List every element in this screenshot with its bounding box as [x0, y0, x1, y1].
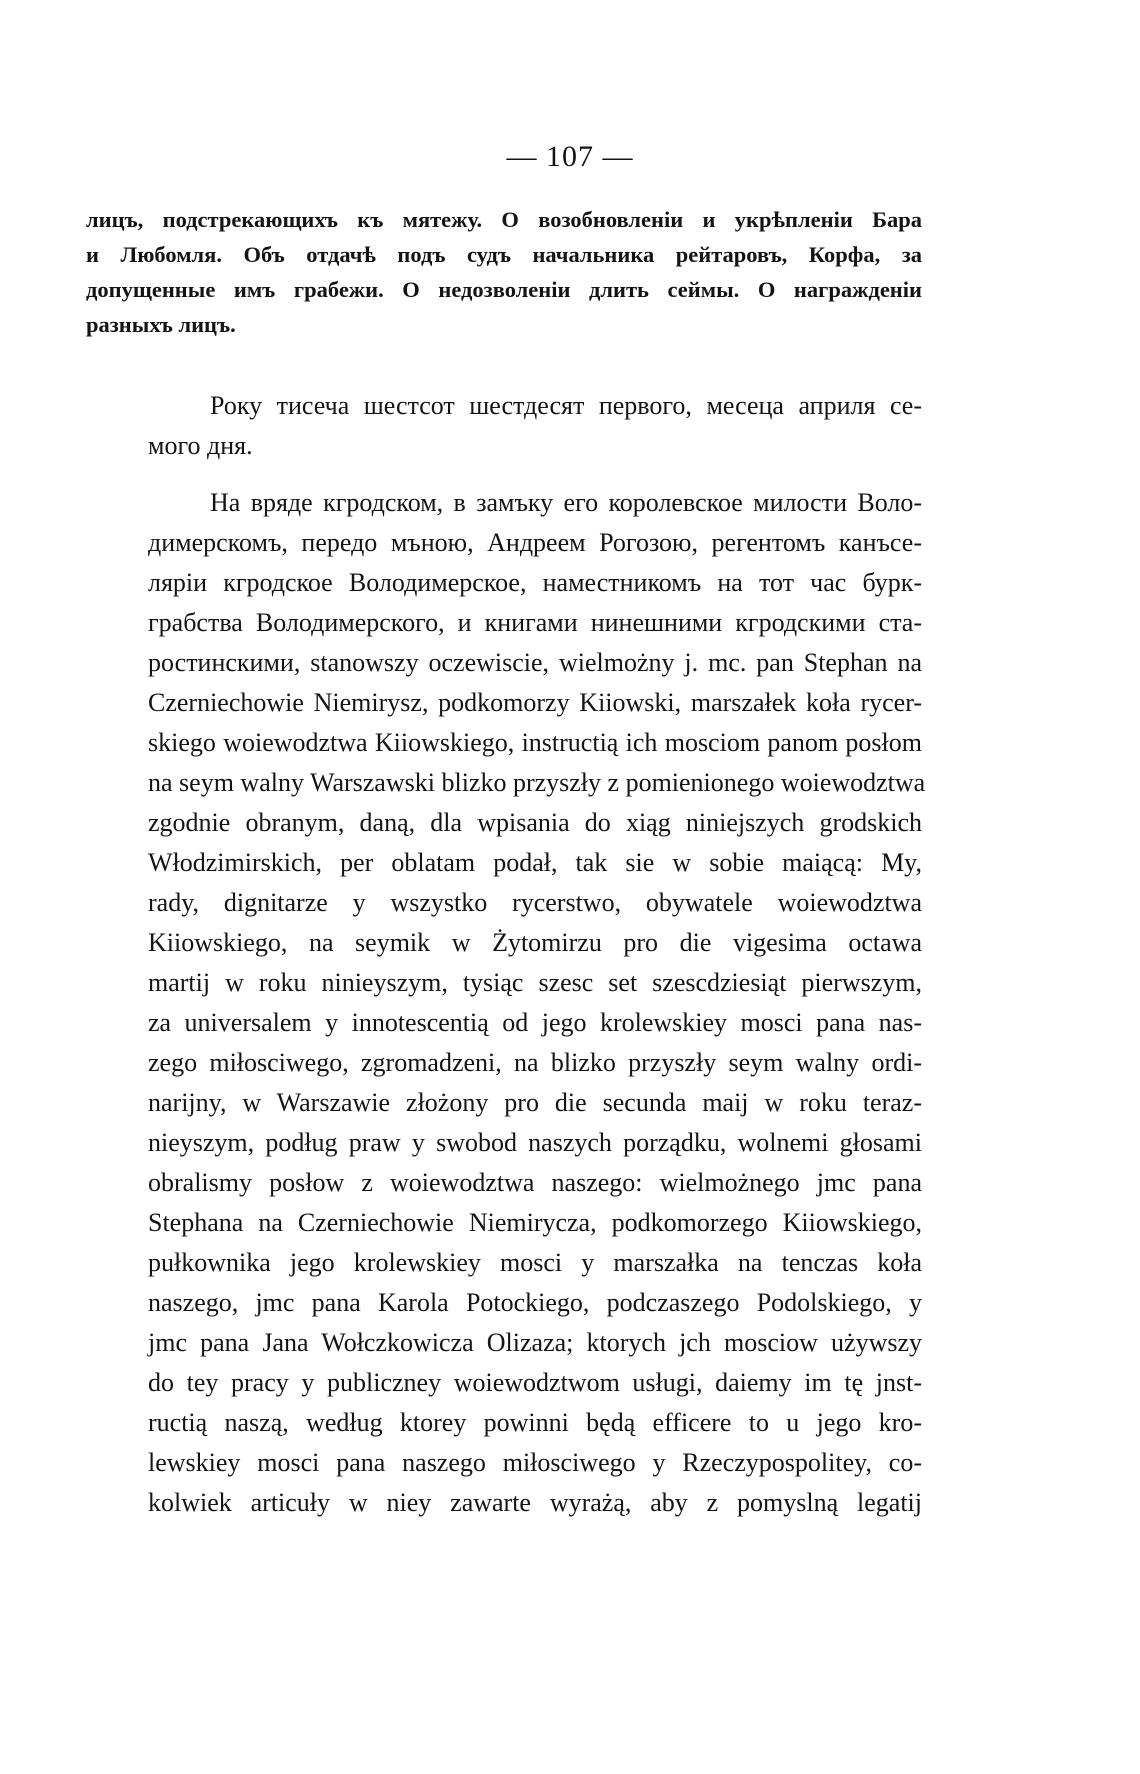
body-line: pułkownika jego krolewskiey mosci y marszałka na tenczas koła — [148, 1248, 922, 1277]
body-line: narijny, w Warszawie złożony pro die secunda maij w roku teraz- — [148, 1088, 922, 1117]
body-line: zgodnie obranym, daną, dla wpisania do xiąg niniejszych grodskich — [148, 808, 922, 837]
body-line: naszego, jmc pana Karola Potockiego, podczaszego Podolskiego, y — [148, 1288, 922, 1317]
body-line: Stephana na Czerniechowie Niemirycza, podkomorzego Kiiowskiego, — [148, 1208, 922, 1237]
body-line: Włodzimirskich, per oblatam podał, tak sie w sobie maiącą: My, — [148, 848, 922, 877]
summary-line: лицъ, подстрекающихъ къ мятежу. О возобновленіи и укрѣпленіи Бара — [86, 207, 922, 232]
body-line: martij w roku ninieyszym, tysiąc szesc set szescdziesiąt pierwszym, — [148, 968, 922, 997]
body-paragraph — [86, 483, 926, 1523]
summary-line: и Любомля. Объ отдачѣ подъ судъ начальника рейтаровъ, Корфа, за — [86, 242, 922, 267]
body-line: na seym walny Warszawski blizko przyszły z pomienionego woiewodztwa — [148, 768, 926, 797]
summary-paragraph — [86, 202, 922, 342]
body-line: skiego woiewodztwa Kiiowskiego, instructią ich mosciom panom posłom — [148, 728, 922, 757]
body-line: ructią naszą, według ktorey powinni będą efficere to u jego kro- — [148, 1408, 922, 1437]
body-line: грабства Володимерского, и книгами нинешними кгродскими ста- — [148, 608, 922, 637]
page-number: — 107 — — [506, 140, 634, 173]
body-line: za universalem y innotescentią od jego krolewskiey mosci pana nas- — [148, 1008, 922, 1037]
body-line: ростинскими, stanowszy oczewiscie, wielmożny j. mc. pan Stephan na — [148, 648, 922, 677]
body-line: ляріи кгродское Володимерское, наместникомъ на тот час бурк- — [148, 568, 922, 597]
body-line: lewskiey mosci pana naszego miłosciwego y Rzeczypospolitey, co- — [148, 1448, 922, 1477]
body-line: zego miłosciwego, zgromadzeni, na blizko przyszły seym walny ordi- — [148, 1048, 922, 1077]
date-paragraph — [86, 386, 922, 466]
body-line: nieyszym, podług praw y swobod naszych porządku, wolnemi głosami — [148, 1128, 922, 1157]
body-line: Czerniechowie Niemirysz, podkomorzy Kiiowski, marszałek koła rycer- — [148, 688, 922, 717]
body-line: do tey pracy y publiczney woiewodztwom usługi, daiemy im tę jnst- — [148, 1368, 922, 1397]
summary-line: разныхъ лицъ. — [86, 312, 236, 337]
body-line: kolwiek articuły w niey zawarte wyrażą, aby z pomyslną legatij — [148, 1488, 922, 1517]
body-line: jmc pana Jana Wołczkowicza Olizaza; ktorych jch mosciow używszy — [148, 1328, 922, 1357]
date-line: мого дня. — [148, 431, 253, 460]
body-line: На вряде кгродском, в замъку его королевское милости Воло- — [210, 488, 922, 517]
summary-line: допущенные имъ грабежи. О недозволеніи длить сеймы. О награжденіи — [86, 277, 922, 302]
body-line: Kiiowskiego, na seymik w Żytomirzu pro die vigesima octawa — [148, 928, 922, 957]
body-line: димерскомъ, передо мъною, Андреем Рогозою, регентомъ канъсе- — [148, 528, 922, 557]
body-line: rady, dignitarze y wszystko rycerstwo, obywatele woiewodztwa — [148, 888, 922, 917]
body-line: obralismy posłow z woiewodztwa naszego: wielmożnego jmc pana — [148, 1168, 922, 1197]
date-line: Року тисеча шестсот шестдесят первого, месеца априля се- — [210, 391, 922, 420]
